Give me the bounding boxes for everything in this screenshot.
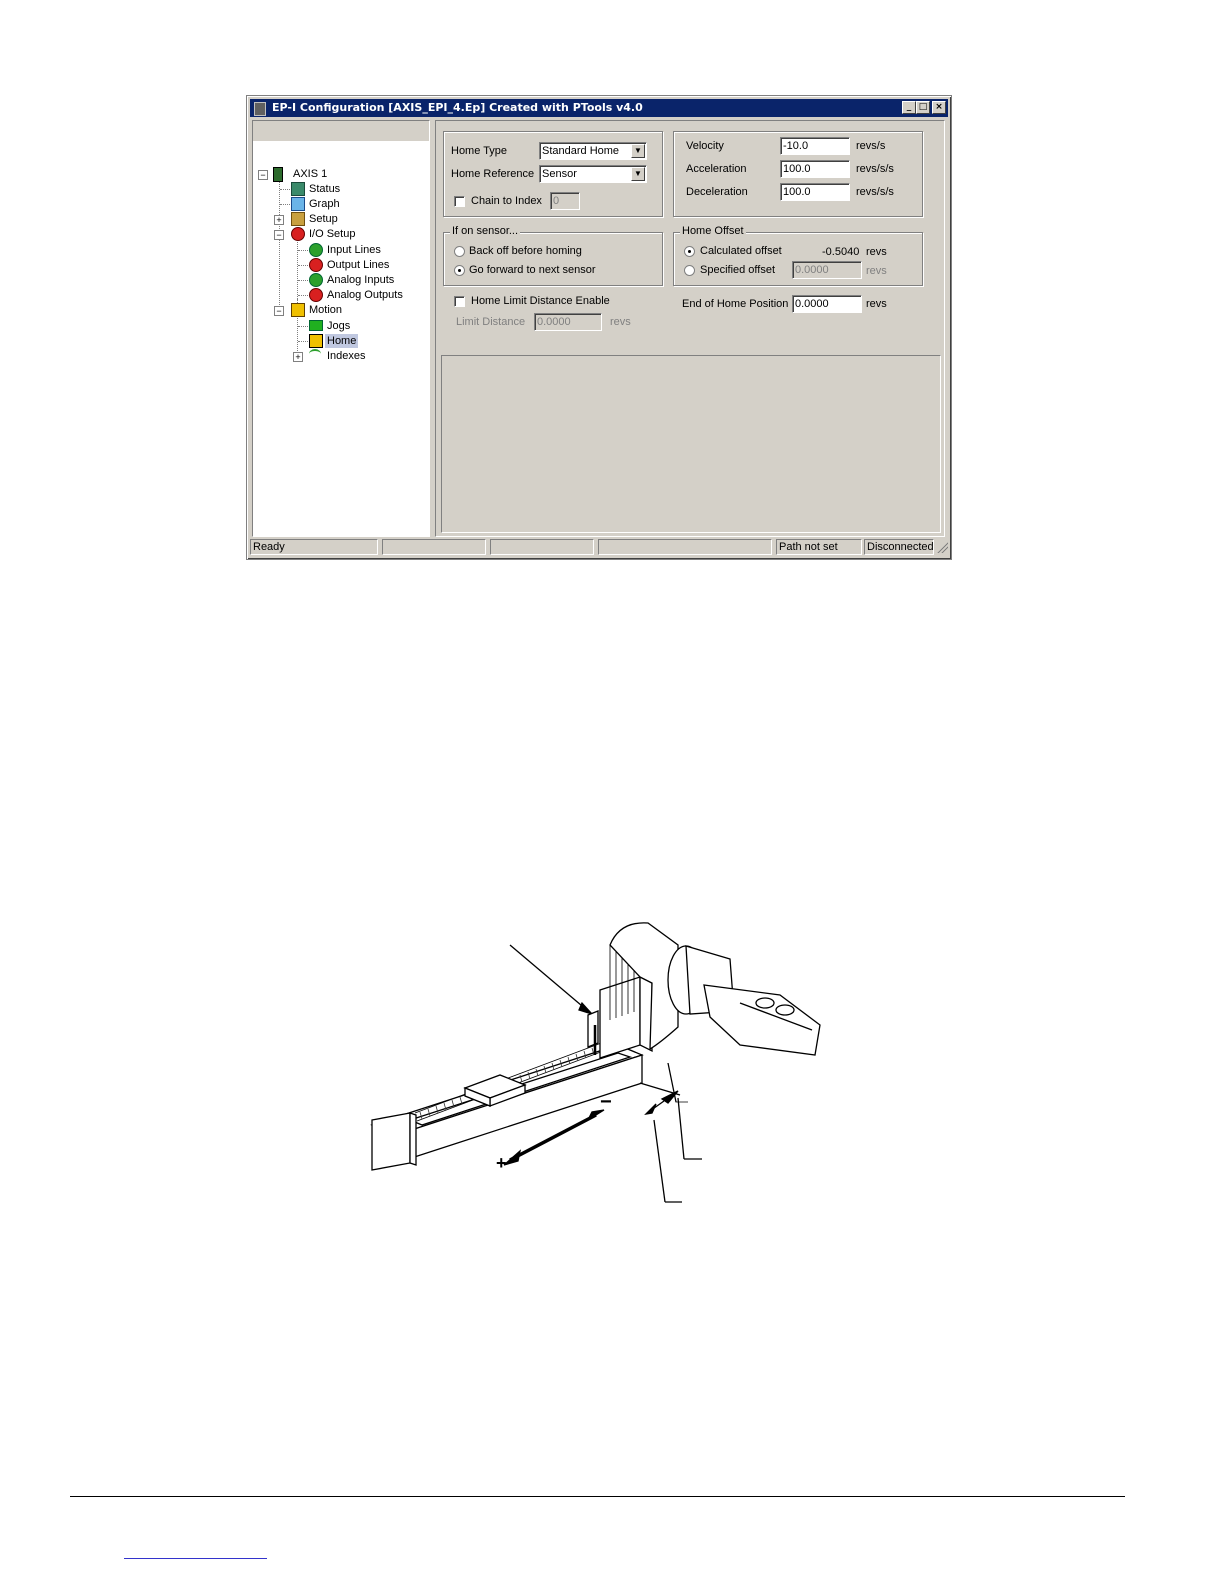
tree-item-indexes[interactable]: Indexes xyxy=(327,350,366,362)
if-on-sensor-group xyxy=(443,225,663,286)
home-reference-label: Home Reference xyxy=(451,168,535,180)
home-limit-enable-checkbox[interactable] xyxy=(454,296,465,307)
velocity-unit: revs/s xyxy=(856,140,886,152)
status-bar xyxy=(250,539,948,557)
indexes-profile-icon xyxy=(309,349,321,359)
go-forward-radio[interactable] xyxy=(454,265,465,276)
jogs-arrow-icon xyxy=(309,320,323,331)
home-sensor xyxy=(588,1011,598,1047)
app-icon xyxy=(254,102,266,116)
offset-leader-line-1 xyxy=(654,1120,665,1202)
tree-item-input-lines[interactable]: Input Lines xyxy=(327,244,381,256)
deceleration-input[interactable]: 100.0 xyxy=(780,183,850,201)
home-type-label: Home Type xyxy=(451,145,508,157)
tree-item-setup[interactable]: Setup xyxy=(309,213,338,225)
footer-rule xyxy=(70,1496,1125,1497)
deceleration-unit: revs/s/s xyxy=(856,186,894,198)
tree-item-jogs[interactable]: Jogs xyxy=(327,320,351,332)
acceleration-unit: revs/s/s xyxy=(856,163,894,175)
sensor-leader-arrow xyxy=(579,1003,592,1014)
expand-setup-icon[interactable]: + xyxy=(274,215,284,225)
navigation-tree xyxy=(252,120,430,537)
motor-connector-1 xyxy=(756,998,774,1008)
status-cell-3 xyxy=(490,539,594,555)
expand-indexes-icon[interactable]: + xyxy=(293,352,303,362)
chevron-down-icon[interactable]: ▼ xyxy=(631,167,645,181)
window-title: EP-I Configuration [AXIS_EPI_4.Ep] Created with PTools v4.0 xyxy=(272,101,643,114)
output-lines-icon xyxy=(309,258,323,272)
analog-inputs-icon xyxy=(309,273,323,287)
left-end-plate xyxy=(372,1113,410,1170)
specified-offset-field[interactable]: 0.0000 xyxy=(792,261,862,279)
home-type-dropdown[interactable] xyxy=(539,142,647,160)
tree-item-home[interactable]: Home xyxy=(327,335,357,347)
title-bar[interactable] xyxy=(250,99,948,117)
chain-to-index-label: Chain to Index xyxy=(471,195,542,207)
back-off-label: Back off before homing xyxy=(469,245,582,257)
home-reference-dropdown[interactable] xyxy=(539,165,647,183)
close-button[interactable]: × xyxy=(932,101,946,114)
status-cell-4 xyxy=(598,539,772,555)
motor-body xyxy=(704,985,820,1055)
footer-link-underline[interactable] xyxy=(124,1558,267,1559)
tree-item-io-setup[interactable]: I/O Setup xyxy=(309,228,356,240)
status-connection: Disconnected xyxy=(864,539,934,555)
chain-to-index-field[interactable]: 0 xyxy=(550,192,580,210)
tree-item-analog-outputs[interactable]: Analog Outputs xyxy=(327,289,403,301)
home-limit-enable-label: Home Limit Distance Enable xyxy=(471,295,610,307)
lower-pane xyxy=(441,355,941,533)
chain-to-index-checkbox[interactable] xyxy=(454,196,465,207)
velocity-label: Velocity xyxy=(686,140,724,152)
limit-distance-unit: revs xyxy=(610,316,631,328)
minus-direction-label: − xyxy=(600,1091,612,1113)
status-path: Path not set xyxy=(776,539,862,555)
tree-item-axis-1[interactable]: AXIS 1 xyxy=(293,168,328,180)
setup-icon xyxy=(291,212,305,226)
limit-distance-label: Limit Distance xyxy=(456,316,526,328)
tree-item-motion[interactable]: Motion xyxy=(309,304,343,316)
calculated-offset-unit: revs xyxy=(866,246,887,258)
deceleration-label: Deceleration xyxy=(686,186,748,198)
home-reference-value: Sensor xyxy=(542,168,577,180)
tree-item-output-lines[interactable]: Output Lines xyxy=(327,259,390,271)
motion-icon xyxy=(291,303,305,317)
specified-offset-label: Specified offset xyxy=(700,264,776,276)
chevron-down-icon[interactable]: ▼ xyxy=(631,144,645,158)
home-offset-title: Home Offset xyxy=(682,225,744,237)
actuator-diagram xyxy=(360,915,830,1215)
specified-offset-unit: revs xyxy=(866,265,887,277)
home-house-icon xyxy=(309,334,323,348)
go-forward-label: Go forward to next sensor xyxy=(469,264,596,276)
collapse-axis-icon[interactable]: − xyxy=(258,170,268,180)
axis-drive-icon xyxy=(273,167,283,182)
tree-item-graph[interactable]: Graph xyxy=(309,198,340,210)
tree-header xyxy=(253,121,429,141)
calculated-offset-radio[interactable] xyxy=(684,246,695,257)
specified-offset-radio[interactable] xyxy=(684,265,695,276)
limit-distance-field[interactable]: 0.0000 xyxy=(534,313,602,331)
offset-leader-line-2 xyxy=(678,1098,684,1159)
end-home-label: End of Home Position xyxy=(682,298,789,310)
motor-connector-2 xyxy=(776,1005,794,1015)
collapse-io-setup-icon[interactable]: − xyxy=(274,230,284,240)
acceleration-label: Acceleration xyxy=(686,163,747,175)
plus-direction-label: + xyxy=(496,1153,507,1173)
status-cell-2 xyxy=(382,539,486,555)
if-on-sensor-title: If on sensor... xyxy=(452,225,519,237)
tree-item-status[interactable]: Status xyxy=(309,183,341,195)
resize-grip-icon[interactable] xyxy=(936,541,948,553)
status-ready: Ready xyxy=(250,539,378,555)
io-setup-icon xyxy=(291,227,305,241)
status-icon xyxy=(291,182,305,196)
calculated-offset-value: -0.5040 xyxy=(822,246,860,258)
graph-icon xyxy=(291,197,305,211)
sensor-leader-line xyxy=(510,945,588,1011)
end-home-input[interactable]: 0.0000 xyxy=(792,295,862,313)
home-settings-panel xyxy=(435,120,945,537)
minimize-button[interactable]: _ xyxy=(902,101,916,114)
velocity-input[interactable]: -10.0 xyxy=(780,137,850,155)
input-lines-icon xyxy=(309,243,323,257)
app-window xyxy=(246,95,952,560)
analog-outputs-icon xyxy=(309,288,323,302)
home-type-value: Standard Home xyxy=(542,145,620,157)
collapse-motion-icon[interactable]: − xyxy=(274,306,284,316)
calculated-offset-label: Calculated offset xyxy=(700,245,782,257)
end-home-unit: revs xyxy=(866,298,887,310)
back-off-radio[interactable] xyxy=(454,246,465,257)
maximize-button[interactable]: □ xyxy=(916,101,930,114)
tree-item-analog-inputs[interactable]: Analog Inputs xyxy=(327,274,395,286)
acceleration-input[interactable]: 100.0 xyxy=(780,160,850,178)
